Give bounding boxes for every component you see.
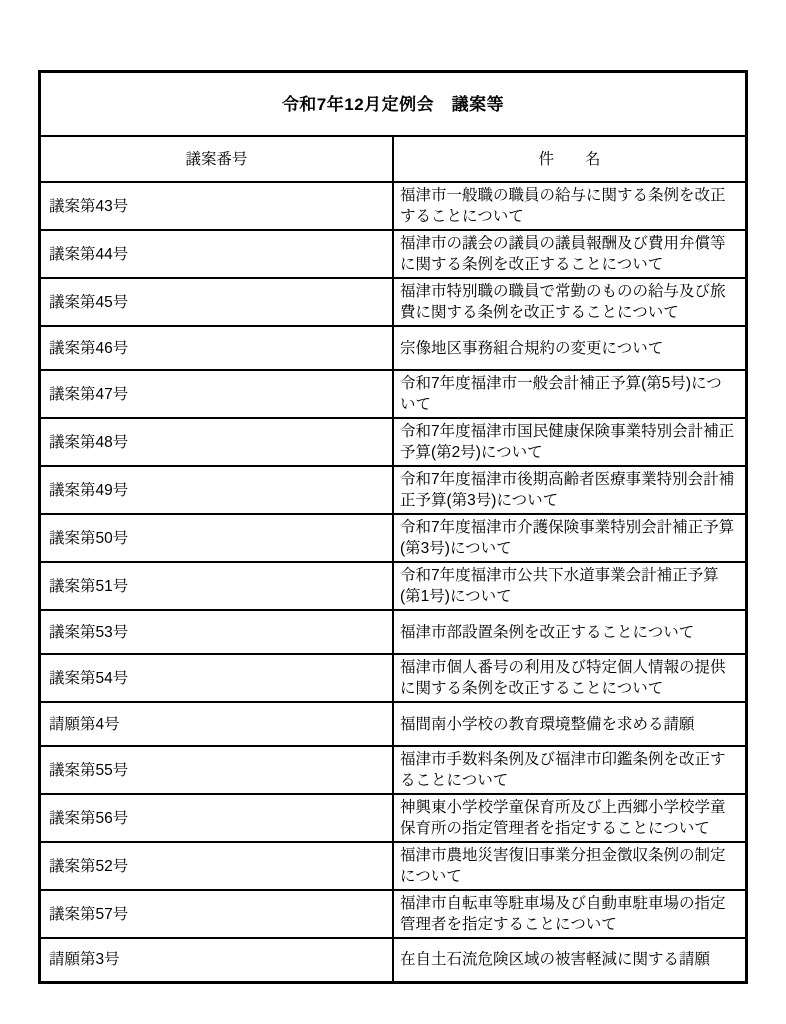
column-header-subject: 件 名 [393, 136, 747, 182]
bill-number-cell: 議案第50号 [40, 514, 394, 562]
bill-subject-cell: 福津市農地災害復旧事業分担金徴収条例の制定について [393, 842, 747, 890]
bill-subject-cell: 福津市手数料条例及び福津市印鑑条例を改正することについて [393, 746, 747, 794]
bill-number-cell: 議案第54号 [40, 654, 394, 702]
bill-number-cell: 議案第53号 [40, 610, 394, 654]
bills-table-body [40, 182, 747, 982]
table-title-row [40, 72, 747, 137]
bill-subject-cell: 福津市一般職の職員の給与に関する条例を改正することについて [393, 182, 747, 230]
table-row [40, 326, 747, 370]
table-row [40, 654, 747, 702]
bill-subject-cell: 令和7年度福津市介護保険事業特別会計補正予算(第3号)について [393, 514, 747, 562]
bill-number-cell: 議案第47号 [40, 370, 394, 418]
bill-number-cell: 請願第4号 [40, 702, 394, 746]
table-row [40, 610, 747, 654]
bill-number-cell: 請願第3号 [40, 938, 394, 982]
bill-number-cell: 議案第45号 [40, 278, 394, 326]
bill-number-cell: 議案第46号 [40, 326, 394, 370]
table-title: 令和7年12月定例会 議案等 [40, 72, 747, 137]
bill-subject-cell: 令和7年度福津市後期高齢者医療事業特別会計補正予算(第3号)について [393, 466, 747, 514]
bill-subject-cell: 令和7年度福津市一般会計補正予算(第5号)について [393, 370, 747, 418]
bill-number-cell: 議案第56号 [40, 794, 394, 842]
table-row [40, 746, 747, 794]
table-row [40, 370, 747, 418]
bill-number-cell: 議案第48号 [40, 418, 394, 466]
bill-subject-cell: 福津市自転車等駐車場及び自動車駐車場の指定管理者を指定することについて [393, 890, 747, 938]
bill-number-cell: 議案第49号 [40, 466, 394, 514]
table-row [40, 938, 747, 982]
table-row [40, 466, 747, 514]
bill-number-cell: 議案第52号 [40, 842, 394, 890]
bill-number-cell: 議案第44号 [40, 230, 394, 278]
bill-subject-cell: 令和7年度福津市公共下水道事業会計補正予算(第1号)について [393, 562, 747, 610]
bills-table [38, 70, 748, 984]
table-row [40, 702, 747, 746]
bill-subject-cell: 神興東小学校学童保育所及び上西郷小学校学童保育所の指定管理者を指定することについて [393, 794, 747, 842]
table-row [40, 562, 747, 610]
table-row [40, 890, 747, 938]
table-row [40, 418, 747, 466]
table-row [40, 230, 747, 278]
table-row [40, 182, 747, 230]
bill-subject-cell: 福間南小学校の教育環境整備を求める請願 [393, 702, 747, 746]
bill-subject-cell: 宗像地区事務組合規約の変更について [393, 326, 747, 370]
bill-subject-cell: 福津市の議会の議員の議員報酬及び費用弁償等に関する条例を改正することについて [393, 230, 747, 278]
table-row [40, 842, 747, 890]
table-header-row [40, 136, 747, 182]
bill-subject-cell: 福津市特別職の職員で常勤のものの給与及び旅費に関する条例を改正することについて [393, 278, 747, 326]
bill-number-cell: 議案第57号 [40, 890, 394, 938]
bill-subject-cell: 福津市個人番号の利用及び特定個人情報の提供に関する条例を改正することについて [393, 654, 747, 702]
bill-subject-cell: 令和7年度福津市国民健康保険事業特別会計補正予算(第2号)について [393, 418, 747, 466]
bill-subject-cell: 福津市部設置条例を改正することについて [393, 610, 747, 654]
bill-subject-cell: 在自土石流危険区域の被害軽減に関する請願 [393, 938, 747, 982]
column-header-bill-number: 議案番号 [40, 136, 394, 182]
table-row [40, 794, 747, 842]
bill-number-cell: 議案第55号 [40, 746, 394, 794]
bill-number-cell: 議案第51号 [40, 562, 394, 610]
table-row [40, 514, 747, 562]
bill-number-cell: 議案第43号 [40, 182, 394, 230]
table-row [40, 278, 747, 326]
